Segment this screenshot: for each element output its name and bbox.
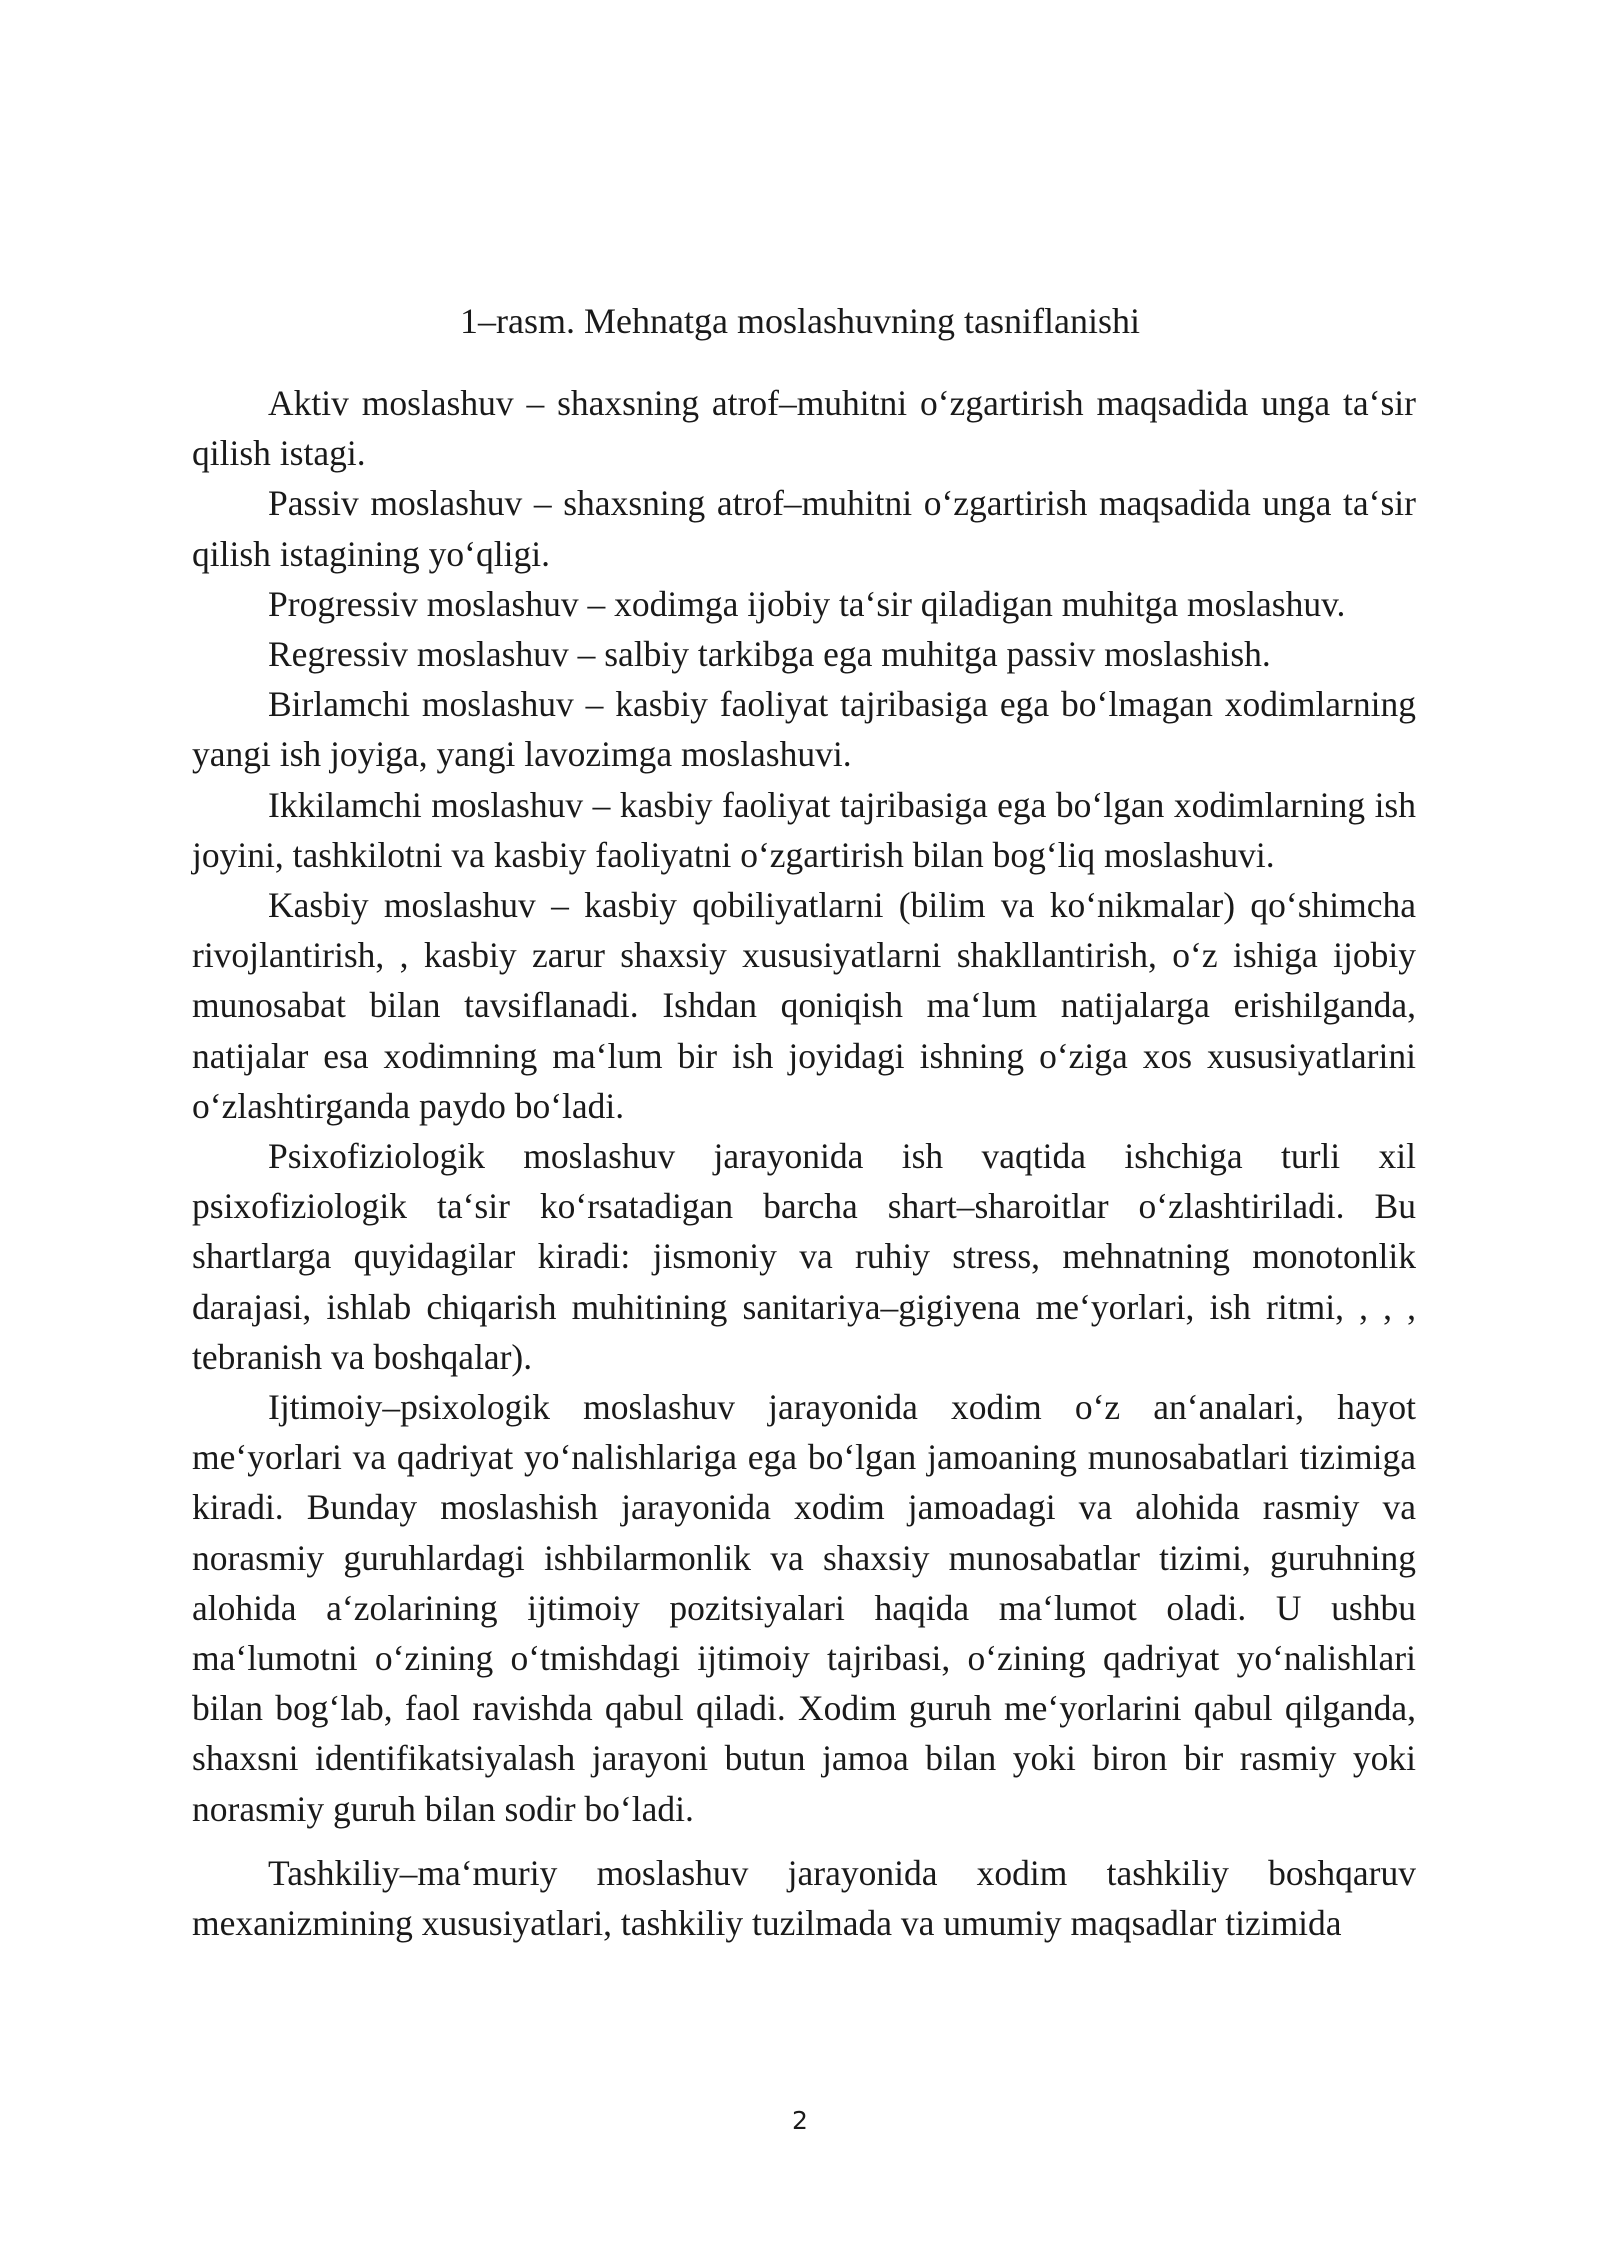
paragraph-passiv-moslashuv: Passiv moslashuv – shaxsning atrof–muhitni oʻzgartirish maqsadida unga taʻsir qilish istagining yoʻqligi. (192, 483, 1416, 574)
body-text (192, 378, 1416, 1948)
paragraph-ikkilamchi-moslashuv: Ikkilamchi moslashuv – kasbiy faoliyat tajribasiga ega boʻlgan xodimlarning ish joyini, tashkilotni va kasbiy faoliyatni oʻzgartirish bilan bogʻliq moslashuvi. (192, 784, 1416, 875)
page-number: 2 (792, 2106, 808, 2135)
paragraph-tashkiliy-mamuriy-moslashuv: Tashkiliy–maʻmuriy moslashuv jarayonida xodim tashkiliy boshqaruv mexanizmining xususiyatlari, tashkiliy tuzilmada va umumiy maqsadlar tizimida (192, 1852, 1416, 1944)
paragraph-ijtimoiy-psixologik-moslashuv: Ijtimoiy–psixologik moslashuv jarayonida xodim oʻz anʻanalari, hayot meʻyorlari va qadriyat yoʻnalishlariga ega boʻlgan jamoaning munosabatlari tizimiga kiradi. Bunday moslashish jarayonida xodim jamoadagi va alohida rasmiy va norasmiy guruhlardagi ishbilarmonlik va shaxsiy munosabatlar tizimi, guruhning alohida aʻzolarining ijtimoiy pozitsiyalari haqida maʻlumot oladi. U ushbu maʻlumotni oʻzining oʻtmishdagi ijtimoiy tajribasi, oʻzining qadriyat yoʻnalishlari bilan bogʻlab, faol ravishda qabul qiladi. Xodim guruh meʻyorlarini qabul qilganda, shaxsni identifikatsiyalash jarayoni butun jamoa bilan yoki biron bir rasmiy yoki norasmiy guruh bilan sodir boʻladi. (192, 1387, 1416, 1829)
paragraph-psixofiziologik-moslashuv: Psixofiziologik moslashuv jarayonida ish vaqtida ishchiga turli xil psixofiziologik taʻsir koʻrsatadigan barcha shart–sharoitlar oʻzlashtiriladi. Bu shartlarga quyidagilar kiradi: jismoniy va ruhiy stress, mehnatning monotonlik darajasi, ishlab chiqarish muhitining sanitariya–gigiyena meʻyorlari, ish ritmi, , , , tebranish va boshqalar). (192, 1136, 1416, 1377)
paragraph-kasbiy-moslashuv: Kasbiy moslashuv – kasbiy qobiliyatlarni (bilim va koʻnikmalar) qoʻshimcha rivojlantirish, , kasbiy zarur shaxsiy xususiyatlarni shakllantirish, oʻz ishiga ijobiy munosabat bilan tavsiflanadi. Ishdan qoniqish maʻlum natijalarga erishilganda, natijalar esa xodimning maʻlum bir ish joyidagi ishning oʻziga xos xususiyatlarini oʻzlashtirganda paydo boʻladi. (192, 885, 1416, 1126)
paragraph-birlamchi-moslashuv: Birlamchi moslashuv – kasbiy faoliyat tajribasiga ega boʻlmagan xodimlarning yangi ish joyiga, yangi lavozimga moslashuvi. (192, 684, 1416, 775)
paragraph-regressiv-moslashuv: Regressiv moslashuv – salbiy tarkibga ega muhitga passiv moslashish. (268, 634, 1271, 675)
paragraph-aktiv-moslashuv: Aktiv moslashuv – shaxsning atrof–muhitni oʻzgartirish maqsadida unga taʻsir qilish istagi. (192, 383, 1416, 474)
figure-caption: 1–rasm. Mehnatga moslashuvning tasniflanishi (460, 301, 1140, 341)
paragraph-progressiv-moslashuv: Progressiv moslashuv – xodimga ijobiy taʻsir qiladigan muhitga moslashuv. (268, 583, 1346, 624)
